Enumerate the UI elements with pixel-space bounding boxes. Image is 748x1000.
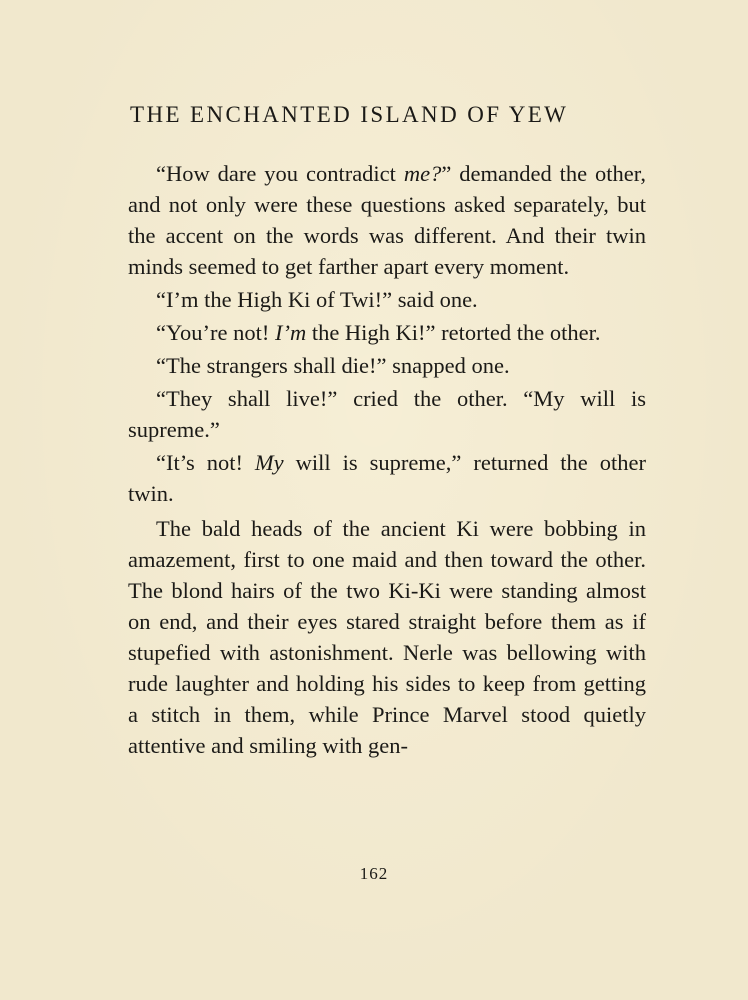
paragraph-1-part-3: ” demanded the other, and not only were these questions asked separately, but the accent on the words was different. And their twin minds seemed to get farther apart every moment. (128, 161, 646, 279)
paragraph-6-emphasis: My (254, 450, 284, 475)
paragraph-6-part-3: will is supreme,” returned the other twin. (128, 450, 646, 506)
paragraph-1-part-1: “How dare you contradict (156, 161, 404, 186)
paragraph-7: The bald heads of the ancient Ki were bobbing in amazement, first to one maid and then toward the other. The blond hairs of the two Ki-Ki were standing almost on end, and their eyes stared straight before them as if stupefied with astonishment. Nerle was bellowing with rude laughter and holding his sides to keep from getting a stitch in them, while Prince Marvel stood quietly attentive and smiling with gen- (128, 516, 646, 758)
paragraph-3-part-1: “You’re not! (156, 320, 275, 345)
page-body (128, 158, 646, 761)
page-number: 162 (359, 864, 389, 883)
paragraph-5: “They shall live!” cried the other. “My will is supreme.” (128, 386, 646, 442)
paragraph-6-part-1: “It’s not! (156, 450, 255, 475)
paragraph-3 (128, 317, 646, 348)
paragraph-2: “I’m the High Ki of Twi!” said one. (156, 287, 478, 312)
paragraph-3-part-3: the High Ki!” retorted the other. (306, 320, 601, 345)
paragraph-1 (128, 158, 646, 282)
paragraph-3-emphasis: I’m (274, 320, 307, 345)
paragraph-4: “The strangers shall die!” snapped one. (156, 353, 510, 378)
paragraph-1-emphasis: me? (403, 161, 442, 186)
running-header: THE ENCHANTED ISLAND OF YEW (130, 102, 569, 127)
paragraph-6 (128, 447, 646, 509)
